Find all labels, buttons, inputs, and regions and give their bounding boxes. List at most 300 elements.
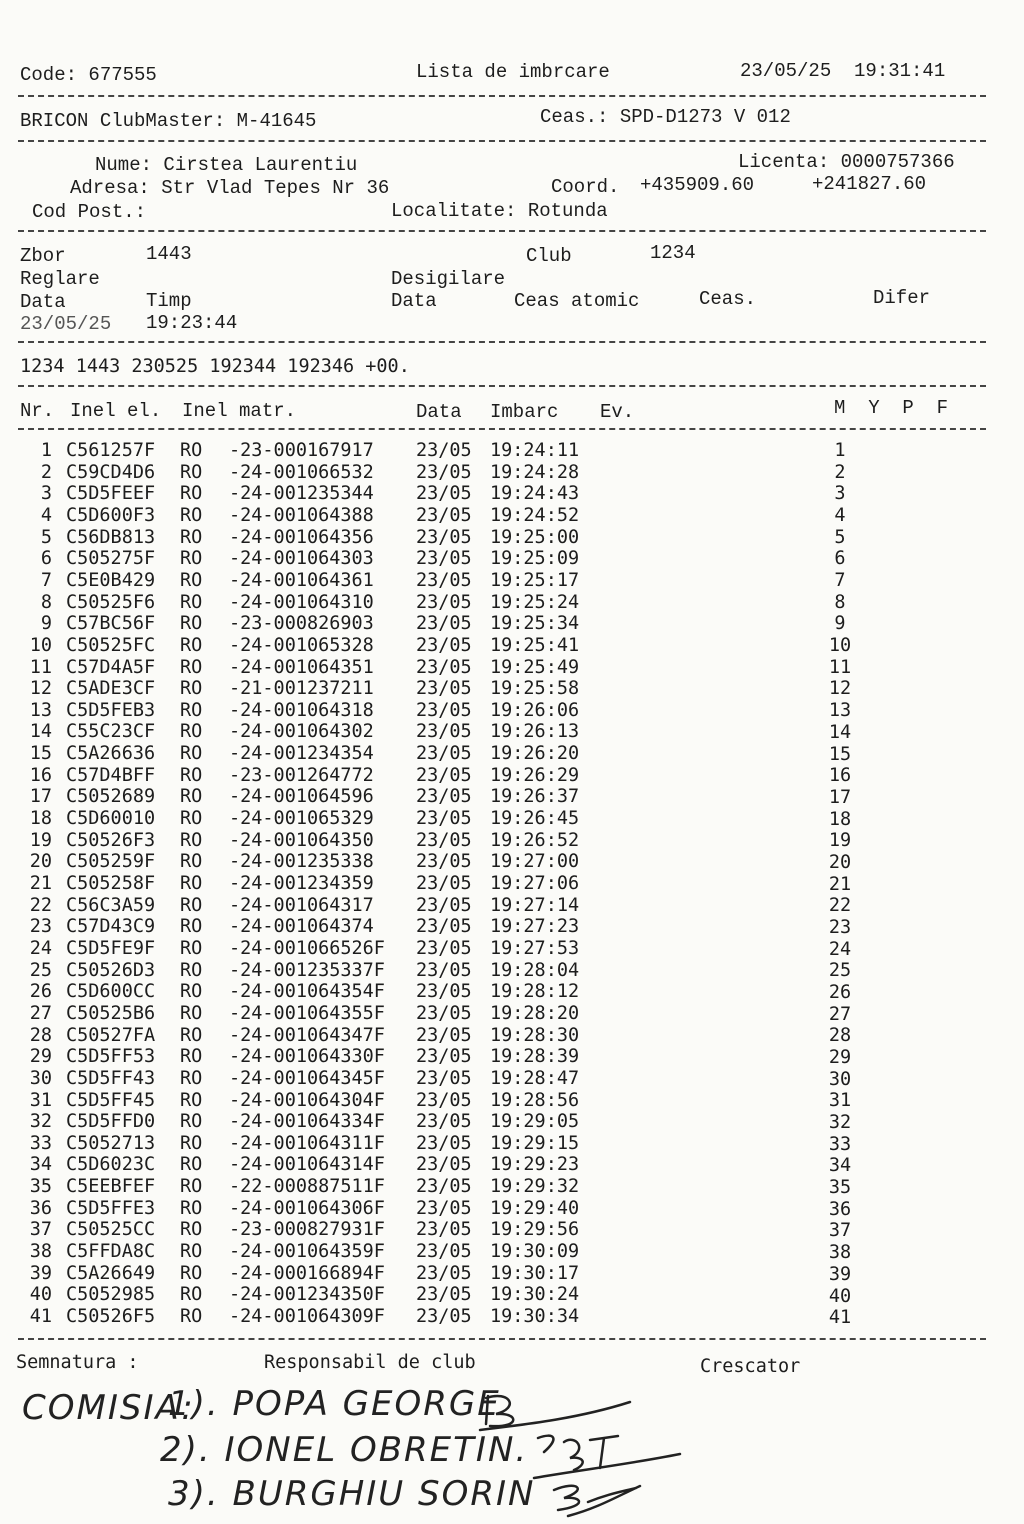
arrival-date: 23/05 <box>416 1111 472 1133</box>
electronic-ring: C5D5FE9F <box>66 937 156 959</box>
table-row <box>0 1111 1024 1133</box>
position-m: 5 <box>834 526 846 548</box>
position-m: 27 <box>828 1003 852 1025</box>
divider <box>18 428 986 430</box>
registration-ring: -24-001064345F <box>229 1067 385 1089</box>
country-code: RO <box>180 613 203 635</box>
arrival-time: 19:30:34 <box>490 1306 580 1327</box>
registration-ring: -24-001064318 <box>229 699 374 721</box>
club-value: 1234 <box>650 242 696 264</box>
country-code: RO <box>180 634 203 656</box>
electronic-ring: C5D5FFE3 <box>66 1197 156 1219</box>
arrival-date: 23/05 <box>416 808 472 830</box>
arrival-time: 19:30:17 <box>490 1262 580 1284</box>
arrival-time: 19:25:17 <box>490 569 580 591</box>
country-code: RO <box>180 699 203 721</box>
row-number: 4 <box>40 504 52 526</box>
arrival-date: 23/05 <box>416 1132 472 1154</box>
registration-ring: -24-001064350 <box>229 829 374 851</box>
electronic-ring: C5ADE3CF <box>66 678 156 700</box>
position-m: 23 <box>828 916 852 938</box>
registration-ring: -24-001064311F <box>229 1132 385 1154</box>
owner-name: Nume: Cirstea Laurentiu <box>95 154 358 176</box>
country-code: RO <box>180 721 203 743</box>
arrival-time: 19:26:06 <box>490 699 580 721</box>
position-m: 24 <box>828 938 852 960</box>
row-number: 6 <box>40 548 52 570</box>
registration-ring: -24-001065328 <box>229 634 374 656</box>
position-m: 28 <box>828 1025 852 1047</box>
divider <box>18 385 986 387</box>
arrival-date: 23/05 <box>416 591 472 613</box>
arrival-date: 23/05 <box>416 526 472 548</box>
row-number: 25 <box>29 959 52 981</box>
arrival-time: 19:24:28 <box>490 461 580 483</box>
country-code: RO <box>180 1089 203 1111</box>
arrival-time: 19:25:09 <box>490 548 580 570</box>
col-header-data: Data <box>416 401 462 423</box>
registration-ring: -24-001066526F <box>229 937 385 959</box>
col-header-imbarc: Imbarc <box>490 401 559 423</box>
arrival-date: 23/05 <box>416 1219 472 1241</box>
table-row <box>0 1284 1024 1306</box>
electronic-ring: C50527FA <box>66 1024 156 1046</box>
electronic-ring: C5D60010 <box>66 808 156 830</box>
arrival-time: 19:24:43 <box>490 483 580 505</box>
registration-ring: -24-001234354 <box>229 743 374 765</box>
signature-scribble-3 <box>548 1476 648 1524</box>
arrival-date: 23/05 <box>416 1176 472 1198</box>
position-m: 35 <box>828 1177 852 1199</box>
arrival-date: 23/05 <box>416 721 472 743</box>
position-m: 18 <box>828 808 852 830</box>
table-row <box>0 981 1024 1003</box>
arrival-date: 23/05 <box>416 764 472 786</box>
arrival-time: 19:26:52 <box>490 829 580 851</box>
arrival-time: 19:29:32 <box>490 1176 580 1198</box>
table-row <box>0 1263 1024 1285</box>
position-m: 37 <box>828 1220 852 1242</box>
flight-summary: 1234 1443 230525 192344 192346 +00. <box>20 356 410 377</box>
row-number: 3 <box>40 483 52 505</box>
country-code: RO <box>180 981 203 1003</box>
coord-y: +241827.60 <box>812 173 927 195</box>
row-number: 26 <box>29 981 52 1003</box>
table-row <box>0 527 1024 549</box>
row-number: 38 <box>29 1241 52 1263</box>
country-code: RO <box>180 1197 203 1219</box>
table-row <box>0 483 1024 505</box>
row-number: 28 <box>29 1024 52 1046</box>
position-m: 10 <box>828 635 852 657</box>
row-number: 11 <box>29 656 52 678</box>
registration-ring: -24-001064306F <box>229 1197 385 1219</box>
position-m: 12 <box>828 678 852 700</box>
registration-ring: -23-000167917 <box>229 440 374 461</box>
divider <box>18 230 986 232</box>
electronic-ring: C5D600CC <box>66 981 156 1003</box>
registration-ring: -24-001064309F <box>229 1306 385 1327</box>
table-row <box>0 657 1024 679</box>
arrival-time: 19:25:58 <box>490 678 580 700</box>
registration-ring: -24-001064317 <box>229 894 374 916</box>
position-m: 20 <box>828 851 852 873</box>
row-number: 9 <box>40 613 52 635</box>
electronic-ring: C5D5FEEF <box>66 483 156 505</box>
registration-ring: -24-001064347F <box>229 1024 385 1046</box>
country-code: RO <box>180 829 203 851</box>
country-code: RO <box>180 504 203 526</box>
divider <box>18 140 986 142</box>
table-row <box>0 635 1024 657</box>
arrival-time: 19:26:45 <box>490 808 580 830</box>
handwritten-member-3: 3). BURGHIU SORIN <box>168 1474 536 1514</box>
position-m: 11 <box>828 656 852 678</box>
registration-ring: -24-001064351 <box>229 656 374 678</box>
arrival-date: 23/05 <box>416 678 472 700</box>
electronic-ring: C5D5FF43 <box>66 1067 156 1089</box>
locality: Localitate: Rotunda <box>391 200 608 222</box>
position-m: 41 <box>828 1307 852 1329</box>
position-m: 17 <box>828 786 852 808</box>
arrival-date: 23/05 <box>416 1197 472 1219</box>
table-row <box>0 1025 1024 1047</box>
arrival-time: 19:27:53 <box>490 937 580 959</box>
arrival-time: 19:24:52 <box>490 504 580 526</box>
arrival-time: 19:29:40 <box>490 1197 580 1219</box>
electronic-ring: C561257F <box>66 440 156 461</box>
registration-ring: -24-000166894F <box>229 1262 385 1284</box>
table-row <box>0 808 1024 830</box>
registration-ring: -24-001064330F <box>229 1046 385 1068</box>
atomic-label: Ceas atomic <box>514 290 640 312</box>
coord-label: Coord. <box>551 176 620 198</box>
table-row <box>0 570 1024 592</box>
ceas-label: Ceas. <box>699 288 757 310</box>
table-row <box>0 765 1024 787</box>
arrival-date: 23/05 <box>416 634 472 656</box>
licence-number: Licenta: 0000757366 <box>738 151 955 173</box>
table-row <box>0 592 1024 614</box>
arrival-date: 23/05 <box>416 1002 472 1024</box>
table-row <box>0 743 1024 765</box>
registration-ring: -24-001064334F <box>229 1111 385 1133</box>
arrival-date: 23/05 <box>416 1241 472 1263</box>
arrival-time: 19:29:56 <box>490 1219 580 1241</box>
electronic-ring: C505275F <box>66 548 156 570</box>
table-row <box>0 938 1024 960</box>
position-m: 21 <box>828 873 852 895</box>
arrival-date: 23/05 <box>416 1067 472 1089</box>
row-number: 20 <box>29 851 52 873</box>
country-code: RO <box>180 548 203 570</box>
position-m: 14 <box>828 721 852 743</box>
registration-ring: -24-001235338 <box>229 851 374 873</box>
electronic-ring: C5A26649 <box>66 1262 156 1284</box>
arrival-time: 19:26:37 <box>490 786 580 808</box>
arrival-time: 19:29:05 <box>490 1111 580 1133</box>
electronic-ring: C57D4A5F <box>66 656 156 678</box>
electronic-ring: C5D5FF45 <box>66 1089 156 1111</box>
electronic-ring: C56DB813 <box>66 526 156 548</box>
position-m: 39 <box>828 1263 852 1285</box>
row-number: 7 <box>40 569 52 591</box>
electronic-ring: C5D5FFD0 <box>66 1111 156 1133</box>
registration-ring: -22-000887511F <box>229 1176 385 1198</box>
registration-ring: -24-001064359F <box>229 1241 385 1263</box>
coord-x: +435909.60 <box>640 174 755 196</box>
handwritten-commission-label: COMISIA: <box>22 1388 195 1428</box>
arrival-date: 23/05 <box>416 656 472 678</box>
arrival-date: 23/05 <box>416 937 472 959</box>
electronic-ring: C5D5FEB3 <box>66 699 156 721</box>
electronic-ring: C50525FC <box>66 634 156 656</box>
arrival-date: 23/05 <box>416 613 472 635</box>
position-m: 36 <box>828 1198 852 1220</box>
row-number: 16 <box>29 764 52 786</box>
row-number: 15 <box>29 743 52 765</box>
arrival-time: 19:25:41 <box>490 634 580 656</box>
arrival-time: 19:28:56 <box>490 1089 580 1111</box>
electronic-ring: C57D43C9 <box>66 916 156 938</box>
electronic-ring: C55C23CF <box>66 721 156 743</box>
electronic-ring: C59CD4D6 <box>66 461 156 483</box>
table-row <box>0 678 1024 700</box>
position-m: 33 <box>828 1133 852 1155</box>
arrival-date: 23/05 <box>416 1154 472 1176</box>
registration-ring: -24-001064361 <box>229 569 374 591</box>
country-code: RO <box>180 959 203 981</box>
arrival-time: 19:29:23 <box>490 1154 580 1176</box>
row-number: 10 <box>29 634 52 656</box>
difer-label: Difer <box>873 287 931 309</box>
row-number: 22 <box>29 894 52 916</box>
club-label: Club <box>526 245 572 267</box>
position-m: 3 <box>834 483 846 505</box>
row-number: 29 <box>29 1046 52 1068</box>
position-m: 15 <box>828 743 852 765</box>
electronic-ring: C5D600F3 <box>66 504 156 526</box>
arrival-time: 19:28:20 <box>490 1002 580 1024</box>
clock-label: Ceas.: SPD-D1273 V 012 <box>540 106 791 128</box>
arrival-time: 19:28:30 <box>490 1024 580 1046</box>
registration-ring: -24-001234350F <box>229 1284 385 1306</box>
electronic-ring: C57D4BFF <box>66 764 156 786</box>
postcode-label: Cod Post.: <box>32 201 147 223</box>
registration-ring: -24-001066532 <box>229 461 374 483</box>
timp-label: Timp <box>146 290 192 312</box>
table-row <box>0 1133 1024 1155</box>
country-code: RO <box>180 461 203 483</box>
country-code: RO <box>180 1306 203 1327</box>
country-code: RO <box>180 1046 203 1068</box>
registration-ring: -24-001064303 <box>229 548 374 570</box>
col-header-myfp: M Y P F <box>834 397 949 419</box>
country-code: RO <box>180 937 203 959</box>
reglare-time: 19:23:44 <box>146 312 238 334</box>
arrival-time: 19:28:39 <box>490 1046 580 1068</box>
electronic-ring: C505259F <box>66 851 156 873</box>
row-number: 19 <box>29 829 52 851</box>
table-row <box>0 613 1024 635</box>
registration-ring: -23-001264772 <box>229 764 374 786</box>
arrival-time: 19:27:06 <box>490 873 580 894</box>
arrival-date: 23/05 <box>416 786 472 808</box>
electronic-ring: C5E0B429 <box>66 569 156 591</box>
col-header-inel-matr: Inel matr. <box>182 400 297 422</box>
row-number: 35 <box>29 1176 52 1198</box>
position-m: 16 <box>828 765 852 787</box>
arrival-time: 19:26:13 <box>490 721 580 743</box>
device-label: BRICON ClubMaster: M-41645 <box>20 110 317 132</box>
row-number: 33 <box>29 1132 52 1154</box>
registration-ring: -24-001235337F <box>229 959 385 981</box>
country-code: RO <box>180 1024 203 1046</box>
row-number: 18 <box>29 808 52 830</box>
row-number: 24 <box>29 937 52 959</box>
data-label-2: Data <box>391 290 437 312</box>
electronic-ring: C50525B6 <box>66 1002 156 1024</box>
arrival-time: 19:28:47 <box>490 1067 580 1089</box>
handwritten-member-1: 1). POPA GEORGE <box>168 1384 501 1424</box>
arrival-time: 19:28:12 <box>490 981 580 1003</box>
electronic-ring: C56C3A59 <box>66 894 156 916</box>
registration-ring: -24-001065329 <box>229 808 374 830</box>
row-number: 32 <box>29 1111 52 1133</box>
row-number: 27 <box>29 1002 52 1024</box>
position-m: 1 <box>834 440 846 461</box>
country-code: RO <box>180 1284 203 1306</box>
table-row <box>0 548 1024 570</box>
electronic-ring: C50526F5 <box>66 1306 156 1327</box>
country-code: RO <box>180 894 203 916</box>
divider <box>18 1338 986 1340</box>
table-row <box>0 786 1024 808</box>
electronic-ring: C505258F <box>66 873 156 894</box>
reglare-label: Reglare <box>20 268 100 290</box>
row-number: 14 <box>29 721 52 743</box>
position-m: 2 <box>834 461 846 483</box>
registration-ring: -21-001237211 <box>229 678 374 700</box>
country-code: RO <box>180 873 203 894</box>
country-code: RO <box>180 1002 203 1024</box>
club-responsible-label: Responsabil de club <box>264 1352 476 1373</box>
zbor-value: 1443 <box>146 243 192 265</box>
divider <box>18 95 986 97</box>
desigilare-label: Desigilare <box>391 268 506 290</box>
electronic-ring: C50525F6 <box>66 591 156 613</box>
country-code: RO <box>180 1111 203 1133</box>
signature-label: Semnatura : <box>16 1352 139 1373</box>
arrival-date: 23/05 <box>416 894 472 916</box>
country-code: RO <box>180 1262 203 1284</box>
arrival-date: 23/05 <box>416 1046 472 1068</box>
arrival-time: 19:26:29 <box>490 764 580 786</box>
arrival-date: 23/05 <box>416 483 472 505</box>
arrival-date: 23/05 <box>416 1284 472 1306</box>
arrival-date: 23/05 <box>416 699 472 721</box>
code-label: Code: 677555 <box>20 64 157 86</box>
position-m: 6 <box>834 548 846 570</box>
registration-ring: -23-000827931F <box>229 1219 385 1241</box>
country-code: RO <box>180 483 203 505</box>
electronic-ring: C5EEBFEF <box>66 1176 156 1198</box>
position-m: 34 <box>828 1155 852 1177</box>
arrival-time: 19:27:23 <box>490 916 580 938</box>
position-m: 25 <box>828 960 852 982</box>
row-number: 13 <box>29 699 52 721</box>
table-row <box>0 873 1024 895</box>
electronic-ring: C5052985 <box>66 1284 156 1306</box>
table-row <box>0 1219 1024 1241</box>
registration-ring: -24-001234359 <box>229 873 374 894</box>
reglare-date: 23/05/25 <box>20 313 112 335</box>
row-number: 2 <box>40 461 52 483</box>
electronic-ring: C5052689 <box>66 786 156 808</box>
arrival-time: 19:25:24 <box>490 591 580 613</box>
table-row <box>0 830 1024 852</box>
country-code: RO <box>180 591 203 613</box>
row-number: 31 <box>29 1089 52 1111</box>
position-m: 13 <box>828 700 852 722</box>
country-code: RO <box>180 1132 203 1154</box>
arrival-date: 23/05 <box>416 873 472 894</box>
country-code: RO <box>180 1219 203 1241</box>
table-row <box>0 1241 1024 1263</box>
registration-ring: -24-001235344 <box>229 483 374 505</box>
position-m: 9 <box>834 613 846 635</box>
row-number: 39 <box>29 1262 52 1284</box>
position-m: 19 <box>828 830 852 852</box>
arrival-time: 19:25:34 <box>490 613 580 635</box>
arrival-time: 19:29:15 <box>490 1132 580 1154</box>
arrival-date: 23/05 <box>416 1024 472 1046</box>
table-row <box>0 1154 1024 1176</box>
table-row <box>0 700 1024 722</box>
country-code: RO <box>180 743 203 765</box>
arrival-date: 23/05 <box>416 504 472 526</box>
arrival-date: 23/05 <box>416 1262 472 1284</box>
registration-ring: -24-001064596 <box>229 786 374 808</box>
row-number: 1 <box>40 440 52 461</box>
arrival-time: 19:27:00 <box>490 851 580 873</box>
country-code: RO <box>180 1067 203 1089</box>
registration-ring: -24-001064310 <box>229 591 374 613</box>
arrival-date: 23/05 <box>416 548 472 570</box>
position-m: 38 <box>828 1242 852 1264</box>
table-row <box>0 505 1024 527</box>
divider <box>18 341 986 343</box>
row-number: 17 <box>29 786 52 808</box>
arrival-date: 23/05 <box>416 569 472 591</box>
arrival-date: 23/05 <box>416 916 472 938</box>
registration-ring: -24-001064374 <box>229 916 374 938</box>
country-code: RO <box>180 656 203 678</box>
electronic-ring: C50525CC <box>66 1219 156 1241</box>
country-code: RO <box>180 526 203 548</box>
row-number: 12 <box>29 678 52 700</box>
position-m: 32 <box>828 1112 852 1134</box>
row-number: 8 <box>40 591 52 613</box>
data-label: Data <box>20 291 66 313</box>
electronic-ring: C5A26636 <box>66 743 156 765</box>
electronic-ring: C5D6023C <box>66 1154 156 1176</box>
position-m: 29 <box>828 1047 852 1069</box>
table-row <box>0 721 1024 743</box>
row-number: 34 <box>29 1154 52 1176</box>
arrival-time: 19:30:09 <box>490 1241 580 1263</box>
registration-ring: -24-001064302 <box>229 721 374 743</box>
